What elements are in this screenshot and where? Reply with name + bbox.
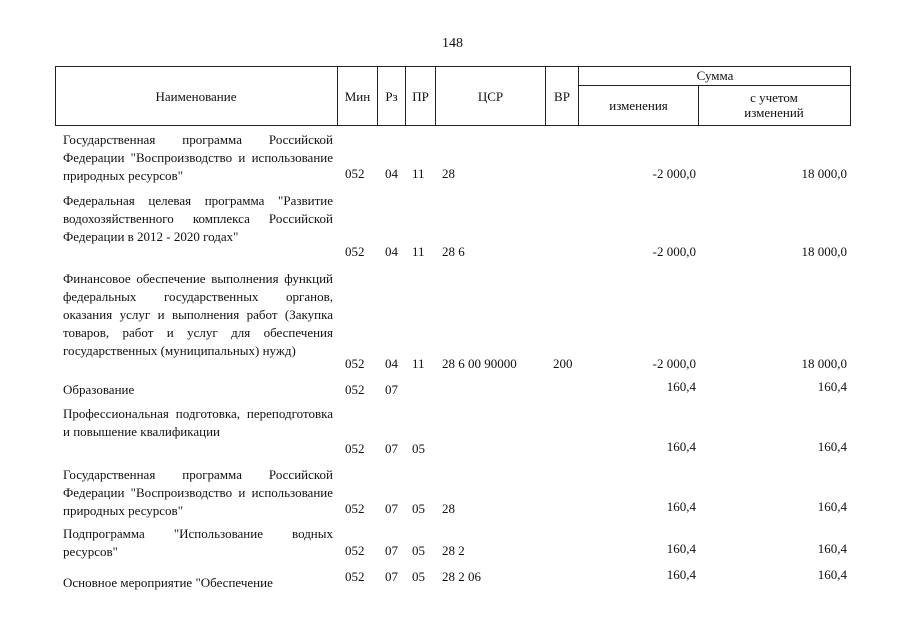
- header-vr: ВР: [554, 89, 570, 104]
- row-rz: 07: [385, 543, 398, 558]
- summa-divider: [578, 85, 851, 86]
- row-name: Подпрограмма "Использование водных ресурсов": [63, 526, 333, 559]
- row-csr: 28 2 06: [442, 569, 481, 584]
- row-name: Основное мероприятие "Обеспечение: [63, 575, 273, 590]
- header-border-bottom: [55, 125, 851, 126]
- row-csr: 28: [442, 166, 455, 181]
- row-pr: 11: [412, 244, 425, 259]
- table-row: [0, 381, 905, 399]
- row-name: Федеральная целевая программа "Развитие водохозяйственного комплекса Российской Федерации в 2012 - 2020 годах": [63, 193, 333, 244]
- row-izmeneniya: 160,4: [666, 439, 696, 454]
- row-min: 052: [345, 569, 365, 584]
- row-summa: 160,4: [817, 439, 847, 454]
- row-rz: 07: [385, 441, 398, 456]
- row-pr: 11: [412, 356, 425, 371]
- row-vr: 200: [553, 356, 573, 371]
- row-min: 052: [345, 244, 365, 259]
- table-row: [0, 568, 905, 592]
- row-min: 052: [345, 441, 365, 456]
- table-row: [0, 270, 905, 374]
- row-min: 052: [345, 501, 365, 516]
- row-izmeneniya: 160,4: [666, 567, 696, 582]
- row-name: Образование: [63, 382, 135, 397]
- row-min: 052: [345, 382, 365, 397]
- header-izmeneniya: изменения: [609, 98, 668, 113]
- row-summa: 160,4: [817, 541, 847, 556]
- row-summa: 160,4: [817, 567, 847, 582]
- row-izmeneniya: -2 000,0: [652, 166, 696, 181]
- page-number: 148: [442, 36, 463, 51]
- header-s-uchetom: с учетом изменений: [744, 90, 804, 120]
- row-min: 052: [345, 356, 365, 371]
- header-name: Наименование: [155, 89, 237, 104]
- row-rz: 04: [385, 166, 398, 181]
- row-izmeneniya: 160,4: [666, 379, 696, 394]
- row-pr: 05: [412, 569, 425, 584]
- row-csr: 28 2: [442, 543, 465, 558]
- row-rz: 07: [385, 501, 398, 516]
- row-csr: 28 6 00 90000: [442, 356, 517, 371]
- row-summa: 160,4: [817, 379, 847, 394]
- table-row: [0, 405, 905, 459]
- row-rz: 04: [385, 356, 398, 371]
- header-border-top: [55, 66, 851, 67]
- row-rz: 07: [385, 382, 398, 397]
- row-izmeneniya: -2 000,0: [652, 244, 696, 259]
- row-name: Профессиональная подготовка, переподготовка и повышение квалификации: [63, 406, 333, 439]
- table-row: [0, 131, 905, 183]
- row-csr: 28 6: [442, 244, 465, 259]
- row-rz: 04: [385, 244, 398, 259]
- row-pr: 05: [412, 441, 425, 456]
- row-summa: 18 000,0: [801, 244, 847, 259]
- row-csr: 28: [442, 501, 455, 516]
- row-izmeneniya: 160,4: [666, 541, 696, 556]
- row-name: Финансовое обеспечение выполнения функций федеральных государственных органов, оказания услуг и выполнения работ (Закупка товаров, работ и услуг для обеспечения государственных (муниципальных) нужд): [63, 271, 333, 358]
- header-rz: Рз: [385, 89, 398, 104]
- table-row: [0, 466, 905, 520]
- table-row: [0, 525, 905, 561]
- header-min: Мин: [344, 89, 371, 104]
- header-pr: ПР: [412, 89, 429, 104]
- header-summa: Сумма: [696, 68, 734, 83]
- row-summa: 18 000,0: [801, 356, 847, 371]
- row-pr: 05: [412, 501, 425, 516]
- row-summa: 18 000,0: [801, 166, 847, 181]
- row-izmeneniya: -2 000,0: [652, 356, 696, 371]
- row-name: Государственная программа Российской Федерации "Воспроизводство и использование природных ресурсов": [63, 132, 333, 183]
- row-pr: 05: [412, 543, 425, 558]
- row-summa: 160,4: [817, 499, 847, 514]
- table-header: [55, 66, 851, 126]
- row-min: 052: [345, 166, 365, 181]
- col-divider: [698, 85, 699, 126]
- table-row: [0, 192, 905, 262]
- header-csr: ЦСР: [477, 89, 504, 104]
- row-name: Государственная программа Российской Федерации "Воспроизводство и использование природных ресурсов": [63, 467, 333, 518]
- row-izmeneniya: 160,4: [666, 499, 696, 514]
- row-pr: 11: [412, 166, 425, 181]
- row-rz: 07: [385, 569, 398, 584]
- row-min: 052: [345, 543, 365, 558]
